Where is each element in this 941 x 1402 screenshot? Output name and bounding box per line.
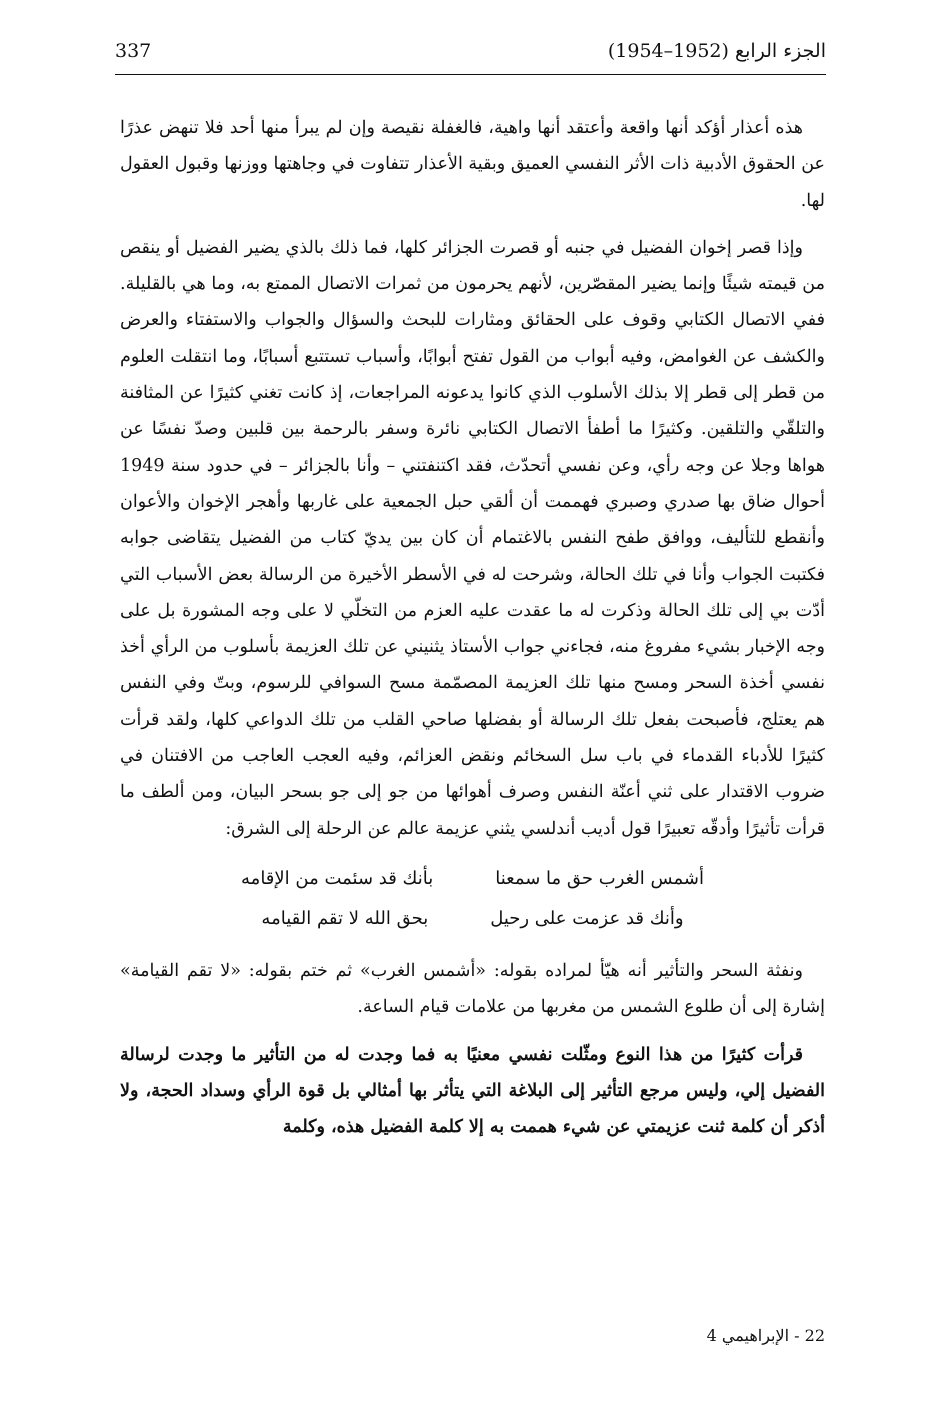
verse-1-first-hemistich: أشمس الغرب حق ما سمعنا — [495, 867, 704, 889]
poem-verse-2 — [120, 899, 825, 939]
header-rule — [115, 74, 826, 75]
page-number: 337 — [115, 40, 152, 62]
poem-verse-1 — [120, 859, 825, 899]
verse-2-second-hemistich: بحق الله لا تقم القيامه — [261, 907, 429, 929]
page-header — [115, 38, 826, 68]
paragraph-3: ونفثة السحر والتأثير أنه هيّأ لمراده بقوله: «أشمس الغرب» ثم ختم بقوله: «لا تقم القيامة» إشارة إلى أن طلوع الشمس من مغربها من علامات قيام الساعة. — [120, 960, 825, 1018]
verse-1-second-hemistich: بأنك قد سئمت من الإقامه — [241, 867, 434, 889]
poem — [120, 859, 825, 939]
page-body — [120, 110, 825, 1156]
paragraph-4: قرأت كثيرًا من هذا النوع ومثّلت نفسي معنيًا به فما وجدت له من التأثير ما وجدت لرسالة الفضيل إلي، وليس مرجع التأثير إلى البلاغة التي يتأثر بها أمثالي بل قوة الرأي وسداد الحجة، ولا أذكر أن كلمة ثنت عزيمتي عن شيء هممت به إلا كلمة الفضيل هذه، وكلمة — [120, 1044, 825, 1138]
signature-mark: 22 - الإبراهيمي 4 — [706, 1326, 825, 1345]
paragraph-1: هذه أعذار أؤكد أنها واقعة وأعتقد أنها واهية، فالغفلة نقيصة وإن لم يبرأ منها أحد فلا تنهض عذرًا عن الحقوق الأدبية ذات الأثر النفسي العميق وبقية الأعذار تتفاوت في وجاهتها ووزنها وقبول العقول لها. — [120, 118, 825, 211]
paragraph-2: وإذا قصر إخوان الفضيل في جنبه أو قصرت الجزائر كلها، فما ذلك بالذي يضير الفضيل أو ينقص من قيمته شيئًا وإنما يضير المقصّرين، لأنهم يحرمون من ثمرات الاتصال الممتع به، وما هي بالقليلة. ففي الاتصال الكتابي وقوف على الحقائق ومثارات للبحث والسؤال والجواب والاستفتاء والعرض والكشف عن الغوامض، وفيه أبواب من القول تفتح أبوابًا، وأسباب تستتبع أسبابًا، وما انتقلت العلوم من قطر إلى قطر إلا بذلك الأسلوب الذي كانوا يدعونه المراجعات، إذ كانت تغني كثيرًا عن المثافنة والتلقّي والتلقين. وكثيرًا ما أطفأ الاتصال الكتابي نائرة وسفر بالرحمة بين قلبين وصدّ نفسًا عن هواها وجلا عن وجه رأي، وعن نفسي أتحدّث، فقد اكتنفتني – وأنا بالجزائر – في حدود سنة 1949 أحوال ضاق بها صدري وصبري فهممت أن ألقي حبل الجمعية على غاربها وأهجر الإخوان والأعوان وأنقطع للتأليف، ووافق طفح النفس بالاغتمام أن كان بين يديّ كتاب من الفضيل يتقاضى جوابه فكتبت الجواب وأنا في تلك الحالة، وشرحت له في الأسطر الأخيرة من الرسالة بعض الأسباب التي أدّت بي إلى تلك الحالة وذكرت له ما عقدت عليه العزم من التخلّي لا على وجه المشورة بل على وجه الإخبار بشيء مفروغ منه، فجاءني جواب الأستاذ يثنيني عن تلك العزيمة بأسلوب من الرأي أخذ نفسي أخذة السحر ومسح منها تلك العزيمة المصمّمة مسح السوافي للرسوم، وبتّ وفي النفس هم يعتلج، فأصبحت بفعل تلك الرسالة أو بفضلها صاحي القلب من تلك الدواعي كلها، ولقد قرأت كثيرًا للأدباء القدماء في باب سل السخائم ونقض العزائم، وفيه العجب العاجب من الافتنان في ضروب الاقتدار على ثني أعنّة النفس وصرف أهوائها من جو إلى جو بسحر البيان، ومن ألطف ما قرأت تأثيرًا وأدقّه تعبيرًا قول أديب أندلسي يثني عزيمة عالم عن الرحلة إلى الشرق: — [120, 237, 825, 839]
running-head: الجزء الرابع (1952–1954) — [607, 40, 826, 62]
verse-2-first-hemistich: وأنك قد عزمت على رحيل — [490, 907, 684, 929]
